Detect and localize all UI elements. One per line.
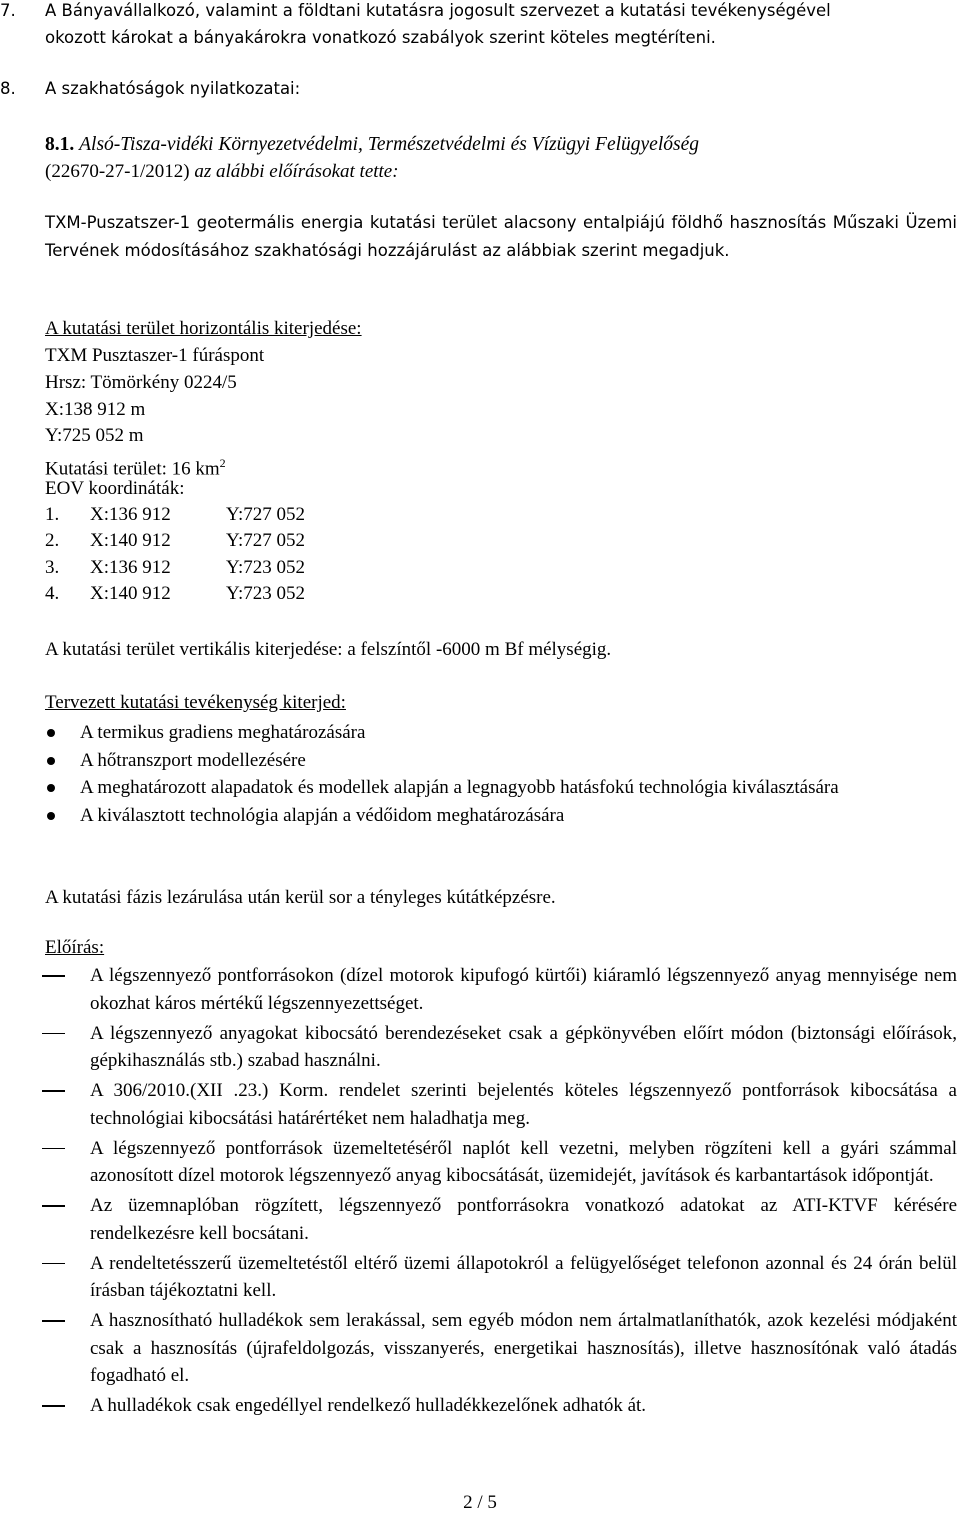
consent-statement: TXM-Puszatszer-1 geotermális energia kutatási terület alacsony entalpiájú földhő hasznosítás Műszaki Üzemi Tervének módosításához szakhatósági hozzájárulást az alábbiak szerint megadjuk. xyxy=(45,213,957,260)
bullet-icon xyxy=(47,729,55,737)
point-number: 2. xyxy=(45,530,60,552)
list-item-text: Az üzemnaplóban rögzített, légszennyező pontforrásokra vonatkozó adatokat az ATI-KTVF kérésére rendelkezésre kell bocsátani. xyxy=(90,1195,957,1244)
list-item-text: A rendeltetésszerű üzemeltetéstől eltérő üzemi állapotokról a felügyelőséget telefonon azonnal és 24 órán belül írásban tájékoztatni kell. xyxy=(90,1252,957,1301)
sub-8-1-number: 8.1. xyxy=(45,134,75,155)
point-y: Y:723 052 xyxy=(226,582,306,604)
bullet-icon xyxy=(47,757,55,765)
dash-icon xyxy=(42,1033,65,1035)
list-item-text: A légszennyező pontforrások üzemeltetéséről naplót kell vezetni, melyben rögzíteni kell a gyári számmal azonosított dízel motorok légszennyező anyag kibocsátását, üzemidejét, javítások és karbantartások időpontját. xyxy=(90,1137,957,1186)
eov-coordinates-table xyxy=(45,504,305,609)
point-number: 4. xyxy=(45,582,60,604)
item-8-number: 8. xyxy=(0,79,16,98)
list-item-text: A 306/2010.(XII .23.) Korm. rendelet szerinti bejelentés köteles légszennyező pontforrások kibocsátása a technológiai kibocsátási határértéket nem haladhatja meg. xyxy=(90,1080,957,1129)
point-y: Y:727 052 xyxy=(226,530,306,552)
authority-name: Alsó-Tisza-vidéki Környezetvédelmi, Természetvédelmi és Vízügyi Felügyelőség xyxy=(79,134,700,155)
dash-icon xyxy=(42,975,65,977)
list-item xyxy=(45,747,957,775)
borehole-name: TXM Pusztaszer-1 fúráspont xyxy=(45,345,265,366)
list-item-text: A hulladékok csak engedéllyel rendelkező hulladékkezelőnek adhatók át. xyxy=(90,1395,647,1416)
list-item xyxy=(45,1250,957,1305)
hrsz: Hrsz: Tömörkény 0224/5 xyxy=(45,372,237,393)
list-item xyxy=(45,719,957,747)
dash-icon xyxy=(42,1090,65,1092)
list-item xyxy=(45,1192,957,1247)
list-item-text: A kiválasztott technológia alapján a védőidom meghatározására xyxy=(80,804,565,826)
list-item xyxy=(45,802,957,830)
table-row xyxy=(45,557,305,583)
list-item xyxy=(45,1135,957,1190)
bullet-icon xyxy=(47,784,55,792)
list-item xyxy=(45,774,957,802)
point-number: 3. xyxy=(45,556,60,578)
list-item-text: A légszennyező pontforrásokon (dízel motorok kipufogó kürtői) kiáramló légszennyező anyag mennyisége nem okozhat káros mértékű légszennyezettséget. xyxy=(90,965,957,1014)
list-item-text: A légszennyező anyagokat kibocsátó berendezéseket csak a gépkönyvében előírt módon (biztonsági előírások, gépkihasználás stb.) szabad használni. xyxy=(90,1022,957,1071)
list-item xyxy=(45,1307,957,1390)
table-row xyxy=(45,504,305,530)
prescription-heading: Előírás: xyxy=(45,937,105,958)
dash-icon xyxy=(42,1205,65,1207)
item-7-line-2: okozott károkat a bányakárokra vonatkozó szabályok szerint köteles megtéríteni. xyxy=(45,28,716,47)
point-number: 1. xyxy=(45,504,60,525)
area-superscript: 2 xyxy=(219,456,226,470)
borehole-y: Y:725 052 m xyxy=(45,425,144,446)
point-x: X:140 912 xyxy=(90,582,171,604)
point-y: Y:727 052 xyxy=(226,504,306,525)
list-item xyxy=(45,1392,957,1420)
area-label: Kutatási terület: 16 km xyxy=(45,458,220,480)
borehole-x: X:138 912 m xyxy=(45,399,146,420)
reference-intro: az alábbi előírásokat tette: xyxy=(194,161,399,182)
sub-8-1-heading xyxy=(45,134,699,156)
reference-number: (22670-27-1/2012) xyxy=(45,161,190,182)
horizontal-heading: A kutatási terület horizontális kiterjedése: xyxy=(45,318,362,339)
dash-icon xyxy=(42,1405,65,1407)
dash-icon xyxy=(42,1263,65,1265)
list-item xyxy=(45,1077,957,1132)
list-item-text: A hőtranszport modellezésére xyxy=(80,749,306,771)
point-x: X:140 912 xyxy=(90,530,171,552)
list-item xyxy=(45,1020,957,1075)
after-phase-note: A kutatási fázis lezárulása után kerül sor a tényleges kútátképzésre. xyxy=(45,887,556,908)
item-8-heading xyxy=(0,78,300,100)
sub-8-1-reference-line xyxy=(45,161,399,183)
area-size xyxy=(45,452,226,480)
point-x: X:136 912 xyxy=(90,504,171,525)
item-7-text-1: A Bányavállalkozó, valamint a földtani kutatásra jogosult szervezet a kutatási tevékenységével xyxy=(45,1,831,20)
planned-heading: Tervezett kutatási tevékenység kiterjed: xyxy=(45,692,346,713)
point-y: Y:723 052 xyxy=(226,556,306,578)
list-item-text: A meghatározott alapadatok és modellek alapján a legnagyobb hatásfokú technológia kiválasztására xyxy=(80,777,839,798)
table-row xyxy=(45,530,305,556)
item-7-line-1 xyxy=(0,0,831,22)
list-item xyxy=(45,962,957,1017)
item-8-title: A szakhatóságok nyilatkozatai: xyxy=(45,79,301,98)
table-row xyxy=(45,583,305,609)
list-item-text: A termikus gradiens meghatározására xyxy=(80,722,366,743)
prescription-list xyxy=(45,962,957,1422)
point-x: X:136 912 xyxy=(90,556,171,578)
planned-list xyxy=(45,719,957,829)
item-7-number: 7. xyxy=(0,1,16,20)
list-item-text: A hasznosítható hulladékok sem lerakással, sem egyéb módon nem ártalmatlaníthatók, azok kezelési módjaként csak a hasznosítás (újrafeldolgozás, visszanyerés, energetikai hasznosítás), illetve hasznosítónak való átadás fogadható el. xyxy=(90,1310,957,1386)
dash-icon xyxy=(42,1320,65,1322)
eov-label: EOV koordináták: xyxy=(45,478,185,499)
bullet-icon xyxy=(47,812,55,820)
dash-icon xyxy=(42,1148,65,1150)
page-number: 2 / 5 xyxy=(463,1492,497,1513)
vertical-extent: A kutatási terület vertikális kiterjedése: a felszíntől -6000 m Bf mélységig. xyxy=(45,639,612,660)
